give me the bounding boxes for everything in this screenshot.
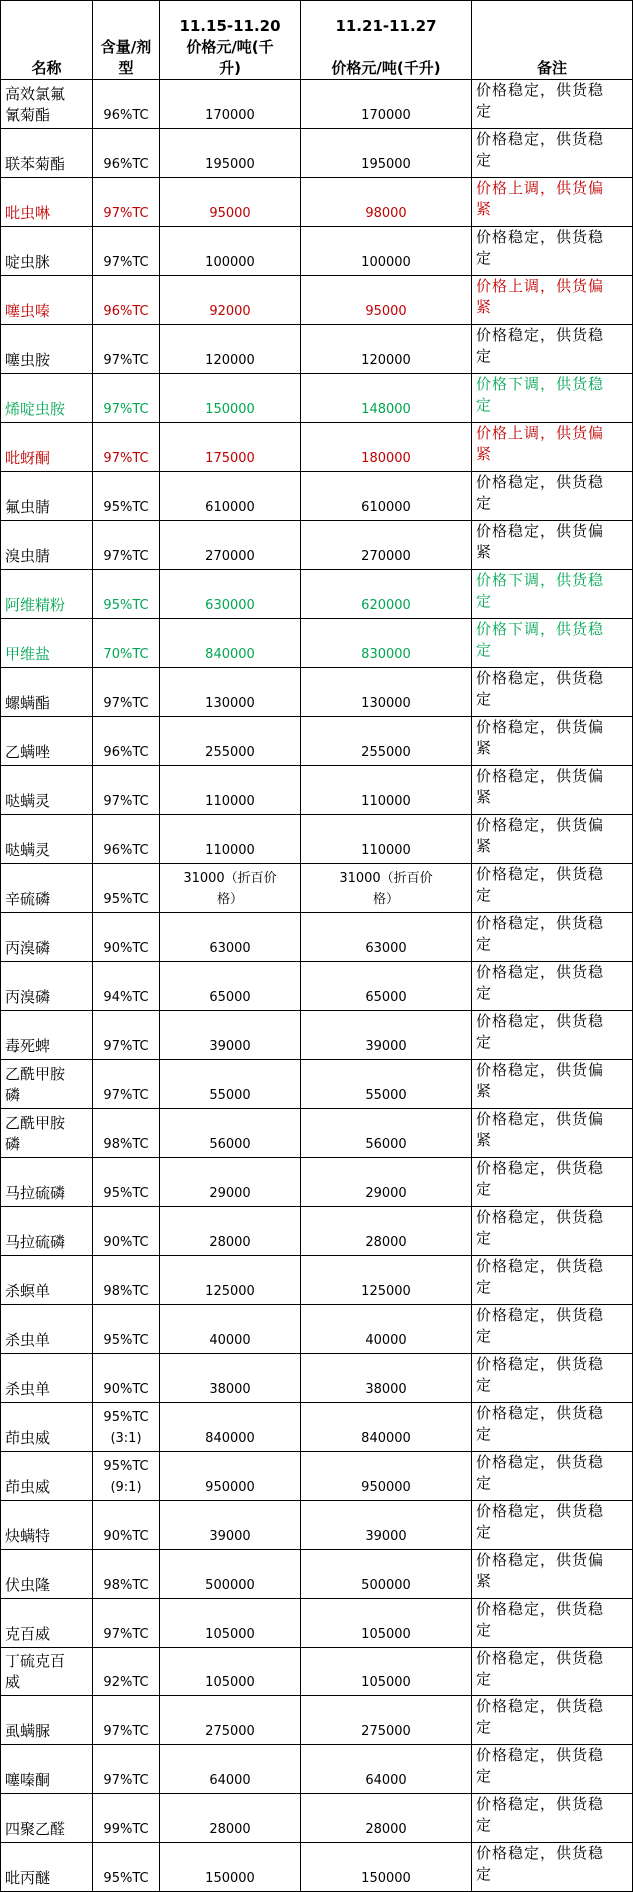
remark: 价格稳定，供货稳 定 <box>472 324 633 373</box>
price-period2: 270000 <box>301 520 472 569</box>
price-period1: 64000 <box>160 1745 301 1794</box>
product-name: 炔螨特 <box>1 1500 93 1549</box>
remark: 价格下调，供货稳 定 <box>472 569 633 618</box>
product-spec: 95%TC <box>93 1304 160 1353</box>
product-spec: 95%TC (9:1) <box>93 1451 160 1500</box>
price-period1: 92000 <box>160 275 301 324</box>
price-period1: 110000 <box>160 765 301 814</box>
price-period2: 255000 <box>301 716 472 765</box>
remark: 价格稳定，供货稳 定 <box>472 1255 633 1304</box>
product-name: 马拉硫磷 <box>1 1206 93 1255</box>
remark: 价格上调，供货偏 紧 <box>472 422 633 471</box>
price-period2: 500000 <box>301 1549 472 1598</box>
remark: 价格稳定，供货稳 定 <box>472 1304 633 1353</box>
product-name: 溴虫腈 <box>1 520 93 569</box>
table-row <box>1 1108 633 1157</box>
price-period2: 100000 <box>301 226 472 275</box>
table-row <box>1 471 633 520</box>
price-period1: 28000 <box>160 1206 301 1255</box>
price-period1: 29000 <box>160 1157 301 1206</box>
header-row <box>1 1 633 80</box>
price-period2: 110000 <box>301 814 472 863</box>
price-period1: 95000 <box>160 177 301 226</box>
table-row <box>1 275 633 324</box>
product-name: 氟虫腈 <box>1 471 93 520</box>
product-spec: 97%TC <box>93 1696 160 1745</box>
price-period1: 63000 <box>160 912 301 961</box>
table-row <box>1 1402 633 1451</box>
product-spec: 90%TC <box>93 1500 160 1549</box>
product-name: 阿维精粉 <box>1 569 93 618</box>
price-period2: 65000 <box>301 961 472 1010</box>
remark: 价格稳定，供货稳 定 <box>472 667 633 716</box>
product-name: 哒螨灵 <box>1 765 93 814</box>
price-period2: 95000 <box>301 275 472 324</box>
price-period2: 29000 <box>301 1157 472 1206</box>
price-period2: 620000 <box>301 569 472 618</box>
product-name: 吡丙醚 <box>1 1843 93 1892</box>
table-row <box>1 324 633 373</box>
price-period2: 150000 <box>301 1843 472 1892</box>
remark: 价格稳定，供货稳 定 <box>472 1745 633 1794</box>
header-period2: 11.21-11.27 价格元/吨(千升) <box>301 1 472 80</box>
price-period2: 105000 <box>301 1647 472 1696</box>
table-row <box>1 422 633 471</box>
price-period2: 31000（折百价 格） <box>301 863 472 912</box>
product-spec: 92%TC <box>93 1647 160 1696</box>
product-name: 茚虫威 <box>1 1402 93 1451</box>
price-period1: 31000（折百价 格） <box>160 863 301 912</box>
price-period1: 175000 <box>160 422 301 471</box>
product-spec: 99%TC <box>93 1794 160 1843</box>
header-spec: 含量/剂 型 <box>93 1 160 80</box>
price-period1: 38000 <box>160 1353 301 1402</box>
header-period1: 11.15-11.20 价格元/吨(千 升) <box>160 1 301 80</box>
table-row <box>1 1255 633 1304</box>
product-spec: 96%TC <box>93 716 160 765</box>
header-note: 备注 <box>472 1 633 80</box>
product-name: 虱螨脲 <box>1 1696 93 1745</box>
remark: 价格下调，供货稳 定 <box>472 618 633 667</box>
price-period1: 150000 <box>160 1843 301 1892</box>
remark: 价格稳定，供货稳 定 <box>472 1206 633 1255</box>
table-row <box>1 226 633 275</box>
remark: 价格稳定，供货稳 定 <box>472 1157 633 1206</box>
product-spec: 97%TC <box>93 667 160 716</box>
price-period1: 100000 <box>160 226 301 275</box>
product-spec: 94%TC <box>93 961 160 1010</box>
product-name: 高效氯氟 氰菊酯 <box>1 80 93 129</box>
table-row <box>1 1451 633 1500</box>
table-row <box>1 1500 633 1549</box>
price-period1: 255000 <box>160 716 301 765</box>
price-period2: 56000 <box>301 1108 472 1157</box>
product-spec: 97%TC <box>93 1059 160 1108</box>
price-period2: 28000 <box>301 1794 472 1843</box>
price-period2: 610000 <box>301 471 472 520</box>
price-period2: 64000 <box>301 1745 472 1794</box>
table-body <box>1 80 633 1892</box>
table-row <box>1 863 633 912</box>
price-period2: 148000 <box>301 373 472 422</box>
product-spec: 97%TC <box>93 373 160 422</box>
price-period1: 39000 <box>160 1500 301 1549</box>
table-row <box>1 1010 633 1059</box>
remark: 价格稳定，供货偏 紧 <box>472 1549 633 1598</box>
header-name: 名称 <box>1 1 93 80</box>
table-row <box>1 667 633 716</box>
price-period1: 840000 <box>160 618 301 667</box>
remark: 价格稳定，供货稳 定 <box>472 80 633 129</box>
table-row <box>1 373 633 422</box>
price-period2: 170000 <box>301 80 472 129</box>
product-name: 杀虫单 <box>1 1353 93 1402</box>
product-name: 乙酰甲胺 磷 <box>1 1059 93 1108</box>
price-period2: 950000 <box>301 1451 472 1500</box>
product-name: 噻嗪酮 <box>1 1745 93 1794</box>
remark: 价格稳定，供货偏 紧 <box>472 1059 633 1108</box>
product-name: 丙溴磷 <box>1 912 93 961</box>
remark: 价格上调，供货偏 紧 <box>472 177 633 226</box>
price-period2: 63000 <box>301 912 472 961</box>
price-period1: 130000 <box>160 667 301 716</box>
price-period2: 195000 <box>301 128 472 177</box>
table-row <box>1 128 633 177</box>
product-name: 螺螨酯 <box>1 667 93 716</box>
product-name: 茚虫威 <box>1 1451 93 1500</box>
product-name: 毒死蜱 <box>1 1010 93 1059</box>
table-row <box>1 716 633 765</box>
product-spec: 96%TC <box>93 80 160 129</box>
price-period2: 180000 <box>301 422 472 471</box>
product-name: 噻虫嗪 <box>1 275 93 324</box>
price-period1: 105000 <box>160 1598 301 1647</box>
product-spec: 90%TC <box>93 912 160 961</box>
product-spec: 96%TC <box>93 128 160 177</box>
price-period2: 105000 <box>301 1598 472 1647</box>
price-period1: 195000 <box>160 128 301 177</box>
remark: 价格稳定，供货稳 定 <box>472 1647 633 1696</box>
price-period2: 130000 <box>301 667 472 716</box>
product-spec: 98%TC <box>93 1108 160 1157</box>
product-spec: 95%TC <box>93 1843 160 1892</box>
table-row <box>1 618 633 667</box>
product-spec: 98%TC <box>93 1549 160 1598</box>
product-name: 马拉硫磷 <box>1 1157 93 1206</box>
remark: 价格稳定，供货偏 紧 <box>472 1108 633 1157</box>
product-spec: 97%TC <box>93 520 160 569</box>
remark: 价格稳定，供货偏 紧 <box>472 520 633 569</box>
product-spec: 97%TC <box>93 1010 160 1059</box>
price-period1: 275000 <box>160 1696 301 1745</box>
remark: 价格稳定，供货偏 紧 <box>472 716 633 765</box>
product-spec: 90%TC <box>93 1206 160 1255</box>
price-period1: 840000 <box>160 1402 301 1451</box>
price-period1: 150000 <box>160 373 301 422</box>
product-spec: 95%TC <box>93 569 160 618</box>
price-period1: 500000 <box>160 1549 301 1598</box>
product-spec: 98%TC <box>93 1255 160 1304</box>
price-period2: 28000 <box>301 1206 472 1255</box>
price-period1: 125000 <box>160 1255 301 1304</box>
product-name: 四聚乙醛 <box>1 1794 93 1843</box>
price-period1: 39000 <box>160 1010 301 1059</box>
price-period2: 39000 <box>301 1010 472 1059</box>
product-name: 伏虫隆 <box>1 1549 93 1598</box>
remark: 价格稳定，供货稳 定 <box>472 912 633 961</box>
remark: 价格稳定，供货稳 定 <box>472 1696 633 1745</box>
product-spec: 97%TC <box>93 422 160 471</box>
product-name: 吡蚜酮 <box>1 422 93 471</box>
remark: 价格稳定，供货稳 定 <box>472 1500 633 1549</box>
price-period1: 40000 <box>160 1304 301 1353</box>
table-row <box>1 961 633 1010</box>
price-period2: 40000 <box>301 1304 472 1353</box>
product-name: 辛硫磷 <box>1 863 93 912</box>
table-row <box>1 1059 633 1108</box>
remark: 价格稳定，供货稳 定 <box>472 1794 633 1843</box>
table-row <box>1 1745 633 1794</box>
product-spec: 95%TC <box>93 471 160 520</box>
price-period1: 950000 <box>160 1451 301 1500</box>
remark: 价格下调，供货稳 定 <box>472 373 633 422</box>
remark: 价格稳定，供货偏 紧 <box>472 765 633 814</box>
remark: 价格稳定，供货稳 定 <box>472 226 633 275</box>
product-name: 乙螨唑 <box>1 716 93 765</box>
product-name: 联苯菊酯 <box>1 128 93 177</box>
remark: 价格稳定，供货稳 定 <box>472 1402 633 1451</box>
remark: 价格稳定，供货稳 定 <box>472 471 633 520</box>
product-spec: 97%TC <box>93 765 160 814</box>
price-period2: 110000 <box>301 765 472 814</box>
remark: 价格稳定，供货稳 定 <box>472 1843 633 1892</box>
product-spec: 95%TC <box>93 863 160 912</box>
product-name: 丙溴磷 <box>1 961 93 1010</box>
product-spec: 90%TC <box>93 1353 160 1402</box>
product-spec: 97%TC <box>93 226 160 275</box>
product-name: 吡虫啉 <box>1 177 93 226</box>
product-name: 克百威 <box>1 1598 93 1647</box>
table-row <box>1 1549 633 1598</box>
table-row <box>1 80 633 129</box>
table-row <box>1 1157 633 1206</box>
product-spec: 95%TC <box>93 1157 160 1206</box>
table-row <box>1 177 633 226</box>
remark: 价格稳定，供货稳 定 <box>472 863 633 912</box>
remark: 价格稳定，供货稳 定 <box>472 128 633 177</box>
table-row <box>1 520 633 569</box>
price-period1: 65000 <box>160 961 301 1010</box>
table-row <box>1 569 633 618</box>
price-period1: 105000 <box>160 1647 301 1696</box>
price-period1: 120000 <box>160 324 301 373</box>
table-row <box>1 1647 633 1696</box>
price-period1: 55000 <box>160 1059 301 1108</box>
product-name: 啶虫脒 <box>1 226 93 275</box>
remark: 价格稳定，供货稳 定 <box>472 1451 633 1500</box>
remark: 价格稳定，供货稳 定 <box>472 1598 633 1647</box>
remark: 价格稳定，供货偏 紧 <box>472 814 633 863</box>
product-spec: 95%TC (3:1) <box>93 1402 160 1451</box>
remark: 价格稳定，供货稳 定 <box>472 1353 633 1402</box>
product-name: 杀虫单 <box>1 1304 93 1353</box>
price-period2: 830000 <box>301 618 472 667</box>
price-period2: 125000 <box>301 1255 472 1304</box>
price-period1: 28000 <box>160 1794 301 1843</box>
price-period2: 840000 <box>301 1402 472 1451</box>
product-spec: 70%TC <box>93 618 160 667</box>
product-name: 甲维盐 <box>1 618 93 667</box>
table-row <box>1 765 633 814</box>
table-row <box>1 1696 633 1745</box>
price-period2: 98000 <box>301 177 472 226</box>
table-row <box>1 1304 633 1353</box>
price-period2: 38000 <box>301 1353 472 1402</box>
product-name: 烯啶虫胺 <box>1 373 93 422</box>
product-name: 哒螨灵 <box>1 814 93 863</box>
table-row <box>1 1794 633 1843</box>
product-name: 乙酰甲胺 磷 <box>1 1108 93 1157</box>
price-period1: 170000 <box>160 80 301 129</box>
table-row <box>1 1206 633 1255</box>
product-spec: 97%TC <box>93 1745 160 1794</box>
price-period1: 110000 <box>160 814 301 863</box>
remark: 价格上调，供货偏 紧 <box>472 275 633 324</box>
remark: 价格稳定，供货稳 定 <box>472 1010 633 1059</box>
table-row <box>1 1598 633 1647</box>
product-spec: 97%TC <box>93 177 160 226</box>
price-period1: 630000 <box>160 569 301 618</box>
product-name: 丁硫克百 威 <box>1 1647 93 1696</box>
price-period2: 275000 <box>301 1696 472 1745</box>
price-period1: 270000 <box>160 520 301 569</box>
product-spec: 96%TC <box>93 814 160 863</box>
table-row <box>1 912 633 961</box>
price-period1: 56000 <box>160 1108 301 1157</box>
remark: 价格稳定，供货稳 定 <box>472 961 633 1010</box>
table-row <box>1 1353 633 1402</box>
price-period1: 610000 <box>160 471 301 520</box>
product-spec: 97%TC <box>93 1598 160 1647</box>
product-spec: 97%TC <box>93 324 160 373</box>
product-name: 杀螟单 <box>1 1255 93 1304</box>
price-period2: 39000 <box>301 1500 472 1549</box>
product-spec: 96%TC <box>93 275 160 324</box>
table-row <box>1 814 633 863</box>
table-row <box>1 1843 633 1892</box>
price-period2: 55000 <box>301 1059 472 1108</box>
product-name: 噻虫胺 <box>1 324 93 373</box>
price-period2: 120000 <box>301 324 472 373</box>
